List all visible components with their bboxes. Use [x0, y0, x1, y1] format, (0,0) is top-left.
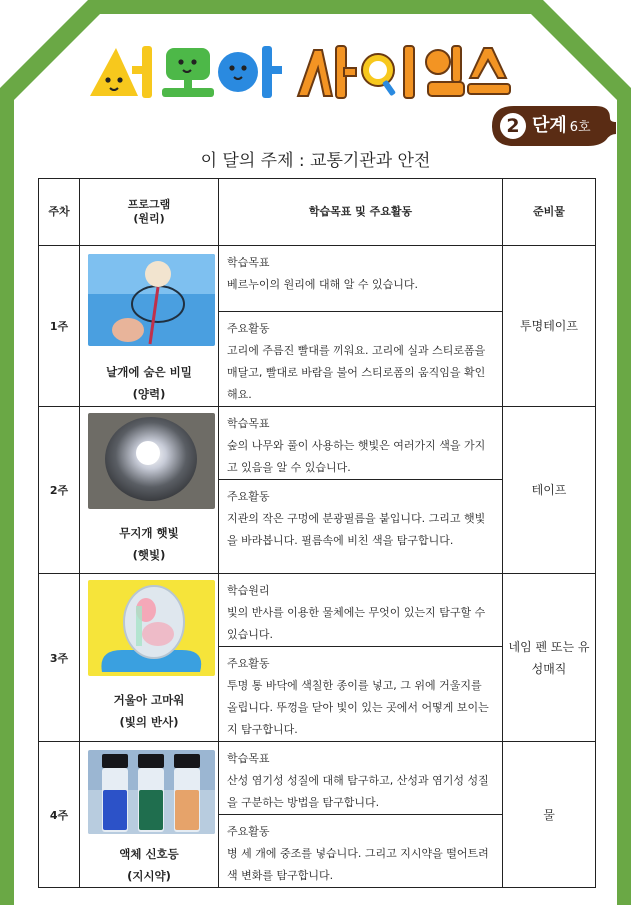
- goal-cell: [219, 246, 503, 312]
- program-name: 무지개 햇빛: [119, 526, 179, 540]
- program-image-mirror: [88, 580, 215, 676]
- program-name: 액체 신호등: [119, 847, 179, 861]
- program-name: 거울아 고마워: [113, 693, 185, 707]
- week-cell: 3주: [39, 574, 80, 742]
- goal-text: 베르누이의 원리에 대해 알 수 있습니다.: [227, 278, 418, 291]
- mirror-experiment-illustration: [88, 580, 215, 676]
- goal-cell: [219, 407, 503, 480]
- activity-cell: [219, 647, 503, 742]
- activity-text: 투명 통 바닥에 색칠한 종이를 넣고, 그 위에 거울지를 올립니다. 뚜껑을 닫아 빛이 있는 곳에서 어떻게 보이는지 탐구합니다.: [227, 679, 489, 736]
- table-row-week3-goal: [39, 574, 596, 647]
- activity-title: 주요활동: [227, 490, 270, 503]
- program-principle: (빛의 반사): [119, 715, 179, 729]
- curriculum-table: [38, 178, 596, 888]
- goal-title: 학습목표: [227, 256, 270, 269]
- goal-title: 학습목표: [227, 417, 270, 430]
- sunlight-spectrum-illustration: [88, 413, 215, 509]
- issue-number: 6호: [569, 120, 591, 135]
- program-principle: (지시약): [127, 869, 171, 883]
- program-principle: (햇빛): [132, 548, 166, 562]
- table-row-week2-goal: [39, 407, 596, 480]
- level-number: 2: [500, 113, 526, 139]
- liquid-indicator-illustration: [88, 750, 215, 834]
- page-title: 이 달의 주제 : 교통기관과 안전: [200, 151, 431, 171]
- activity-cell: [219, 480, 503, 574]
- goal-text: 빛의 반사를 이용한 물체에는 무엇이 있는지 탐구할 수 있습니다.: [227, 606, 486, 641]
- week-cell: 1주: [39, 246, 80, 407]
- activity-text: 고리에 주름진 빨대를 끼워요. 고리에 실과 스티로폼을 매달고, 빨대로 바람을 불어 스티로폼의 움직임을 확인해요.: [227, 344, 486, 401]
- semoa-science-logo: [86, 38, 516, 110]
- goal-text: 숲의 나무와 풀이 사용하는 햇빛은 여러가지 색을 가지고 있음을 알 수 있습니다.: [227, 439, 486, 474]
- program-image-indicator: [88, 750, 215, 834]
- program-name: 날개에 숨은 비밀: [106, 365, 192, 379]
- header-program-line2: (원리): [133, 212, 165, 225]
- header-program: [80, 179, 219, 246]
- level-badge: [492, 104, 618, 148]
- goal-cell: [219, 742, 503, 815]
- materials-cell: 네임 펜 또는 유성매직: [503, 574, 596, 742]
- wing-experiment-illustration: [88, 254, 215, 346]
- program-cell: [80, 246, 219, 407]
- goal-cell: [219, 574, 503, 647]
- table-row-week4-goal: [39, 742, 596, 815]
- goal-title: 학습목표: [227, 752, 270, 765]
- header-materials: 준비물: [503, 179, 596, 246]
- program-image-wing: [88, 254, 215, 346]
- goal-text: 산성 염기성 성질에 대해 탐구하고, 산성과 염기성 성질을 구분하는 방법을 탐구합니다.: [227, 774, 489, 809]
- level-text: [532, 114, 591, 140]
- program-principle: (양력): [132, 387, 166, 401]
- activity-cell: [219, 815, 503, 888]
- activity-text: 병 세 개에 중조를 넣습니다. 그리고 지시약을 떨어트려 색 변화를 탐구합니다.: [227, 847, 489, 882]
- program-cell: [80, 407, 219, 574]
- materials-cell: 투명테이프: [503, 246, 596, 407]
- activity-cell: [219, 312, 503, 407]
- header-week: 주차: [39, 179, 80, 246]
- table-header-row: [39, 179, 596, 246]
- activity-text: 지관의 작은 구멍에 분광필름을 붙입니다. 그리고 햇빛을 바라봅니다. 필름속에 비친 색을 탐구합니다.: [227, 512, 486, 547]
- header-activity: 학습목표 및 주요활동: [219, 179, 503, 246]
- goal-title: 학습원리: [227, 584, 270, 597]
- activity-title: 주요활동: [227, 825, 270, 838]
- materials-cell: 테이프: [503, 407, 596, 574]
- activity-title: 주요활동: [227, 657, 270, 670]
- program-cell: [80, 742, 219, 888]
- program-cell: [80, 574, 219, 742]
- header-program-line1: 프로그램: [127, 198, 171, 211]
- activity-title: 주요활동: [227, 322, 270, 335]
- table-row-week1-goal: [39, 246, 596, 312]
- materials-cell: 물: [503, 742, 596, 888]
- level-label: 단계: [532, 115, 567, 136]
- week-cell: 4주: [39, 742, 80, 888]
- program-image-sunlight: [88, 413, 215, 509]
- week-cell: 2주: [39, 407, 80, 574]
